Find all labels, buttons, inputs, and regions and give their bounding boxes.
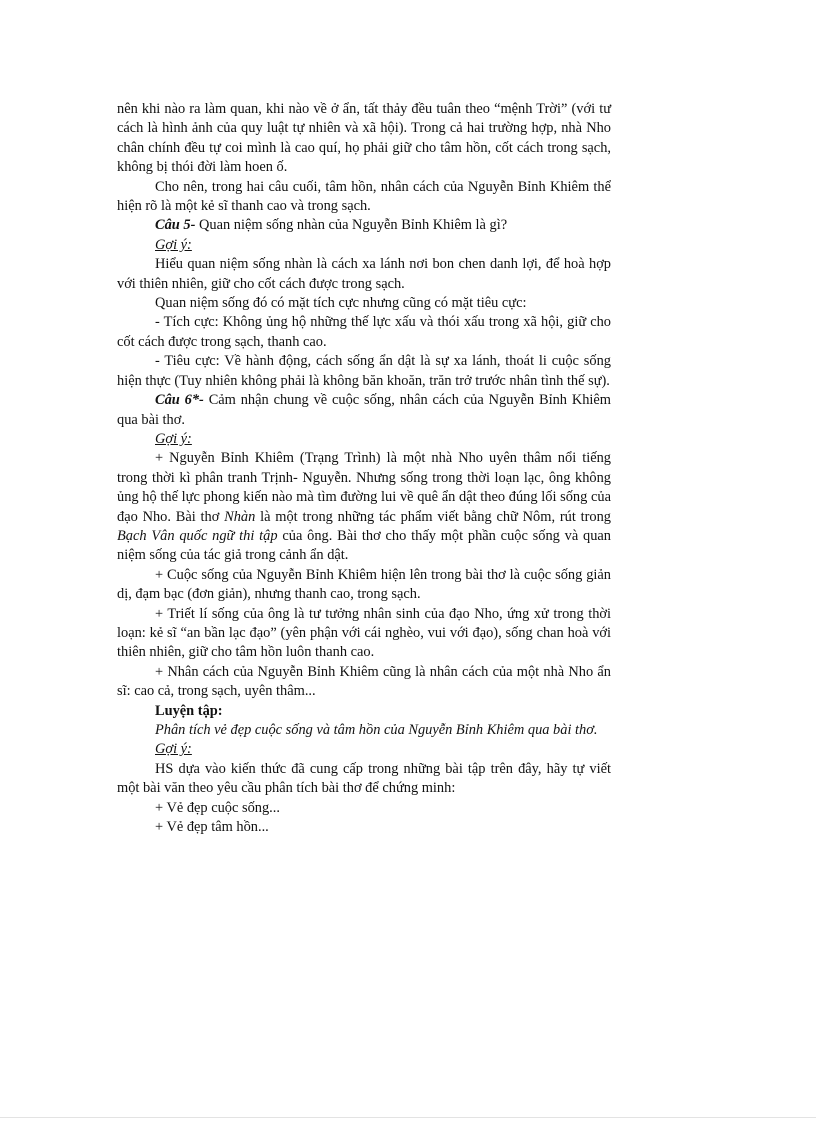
practice-heading: Luyện tập:	[155, 702, 223, 719]
book-title: Bạch Vân quốc ngữ thi tập	[117, 527, 278, 544]
answer-paragraph: Hiểu quan niệm sống nhàn là cách xa lánh nơi bon chen danh lợi, để hoà hợp với thiên nhiên, giữ cho cốt cách được trong sạch.	[117, 256, 611, 292]
answer-paragraph: + Triết lí sống của ông là tư tưởng nhân sinh của đạo Nho, ứng xử trong thời loạn: kẻ sĩ “an bần lạc đạo” (yên phận với cái nghèo, vui với đạo), sống chan hoà với thiên nhiên, giữ cho tâm hồn luôn thanh cao.	[117, 605, 611, 661]
answer-paragraph: + Vẻ đẹp cuộc sống...	[155, 799, 280, 816]
question-6-text: Cảm nhận chung về cuộc sống, nhân cách của Nguyễn Bỉnh Khiêm qua bài thơ.	[117, 392, 611, 428]
poem-title: Nhàn	[224, 508, 256, 525]
paragraph-conclusion: Cho nên, trong hai câu cuối, tâm hồn, nhân cách của Nguyễn Bỉnh Khiêm thể hiện rõ là một kẻ sĩ thanh cao và trong sạch.	[117, 178, 611, 215]
answer-paragraph: + Vẻ đẹp tâm hồn...	[155, 819, 269, 836]
question-5-text: Quan niệm sống nhàn của Nguyễn Bỉnh Khiêm là gì?	[195, 217, 508, 234]
answer-paragraph: + Nhân cách của Nguyễn Bỉnh Khiêm cũng là nhân cách của một nhà Nho ẩn sĩ: cao cả, trong sạch, uyên thâm...	[117, 663, 611, 700]
answer-paragraph: Quan niệm sống đó có mặt tích cực nhưng cũng có mặt tiêu cực:	[155, 295, 527, 312]
answer-paragraph: - Tiêu cực: Về hành động, cách sống ẩn dật là sự xa lánh, thoát li cuộc sống hiện thực (Tuy nhiên không phải là không băn khoăn, trăn trở trước nhân tình thế sự).	[117, 353, 611, 389]
answer-paragraph: - Tích cực: Không ủng hộ những thế lực xấu và thói xấu trong xã hội, giữ cho cốt cách được trong sạch, thanh cao.	[117, 314, 611, 350]
answer-paragraph: HS dựa vào kiến thức đã cung cấp trong những bài tập trên đây, hãy tự viết một bài văn theo yêu cầu phân tích bài thơ để chứng minh:	[117, 760, 611, 797]
question-5	[117, 216, 611, 235]
hint-heading	[117, 430, 611, 449]
hint-label: Gợi ý:	[155, 236, 192, 253]
answer-paragraph: + Cuộc sống của Nguyễn Bỉnh Khiêm hiện lên trong bài thơ là cuộc sống giản dị, đạm bạc (đơn giản), nhưng thanh cao, trong sạch.	[117, 566, 611, 603]
question-6-label: Câu 6*-	[155, 392, 204, 409]
hint-heading	[117, 236, 611, 255]
question-6	[117, 391, 611, 430]
paragraph-continuation: nên khi nào ra làm quan, khi nào về ở ẩn, tất thảy đều tuân theo “mệnh Trời” (với tư cách là hình ảnh của quy luật tự nhiên và xã hội). Trong cả hai trường hợp, nhà Nho chân chính đều tự coi mình là cao quí, họ phải giữ cho tâm hồn, cốt cách trong sạch, không bị thói đời làm hoen ố.	[117, 101, 611, 176]
practice-task: Phân tích vẻ đẹp cuộc sống và tâm hồn của Nguyễn Bỉnh Khiêm qua bài thơ.	[155, 722, 598, 738]
hint-label: Gợi ý:	[155, 741, 192, 758]
page-bottom-divider	[0, 1117, 816, 1118]
hint-heading	[117, 740, 611, 759]
answer-paragraph: + Nguyễn Bỉnh Khiêm (Trạng Trình) là một nhà Nho uyên thâm nổi tiếng trong thời kì phân tranh Trịnh- Nguyễn. Nhưng sống trong thời loạn lạc, ông không ủng hộ thế lực phong kiến nào mà tìm đường lui về quê ẩn dật theo đúng lối sống của đạo Nho. Bài thơ Nhàn là một trong những tác phẩm viết bằng chữ Nôm, rút trong Bạch Vân quốc ngữ thi tập của ông. Bài thơ cho thấy một phần cuộc sống và quan niệm sống của tác giả trong cảnh ẩn dật.	[117, 450, 612, 564]
hint-label: Gợi ý:	[155, 430, 192, 447]
question-5-label: Câu 5-	[155, 217, 196, 234]
